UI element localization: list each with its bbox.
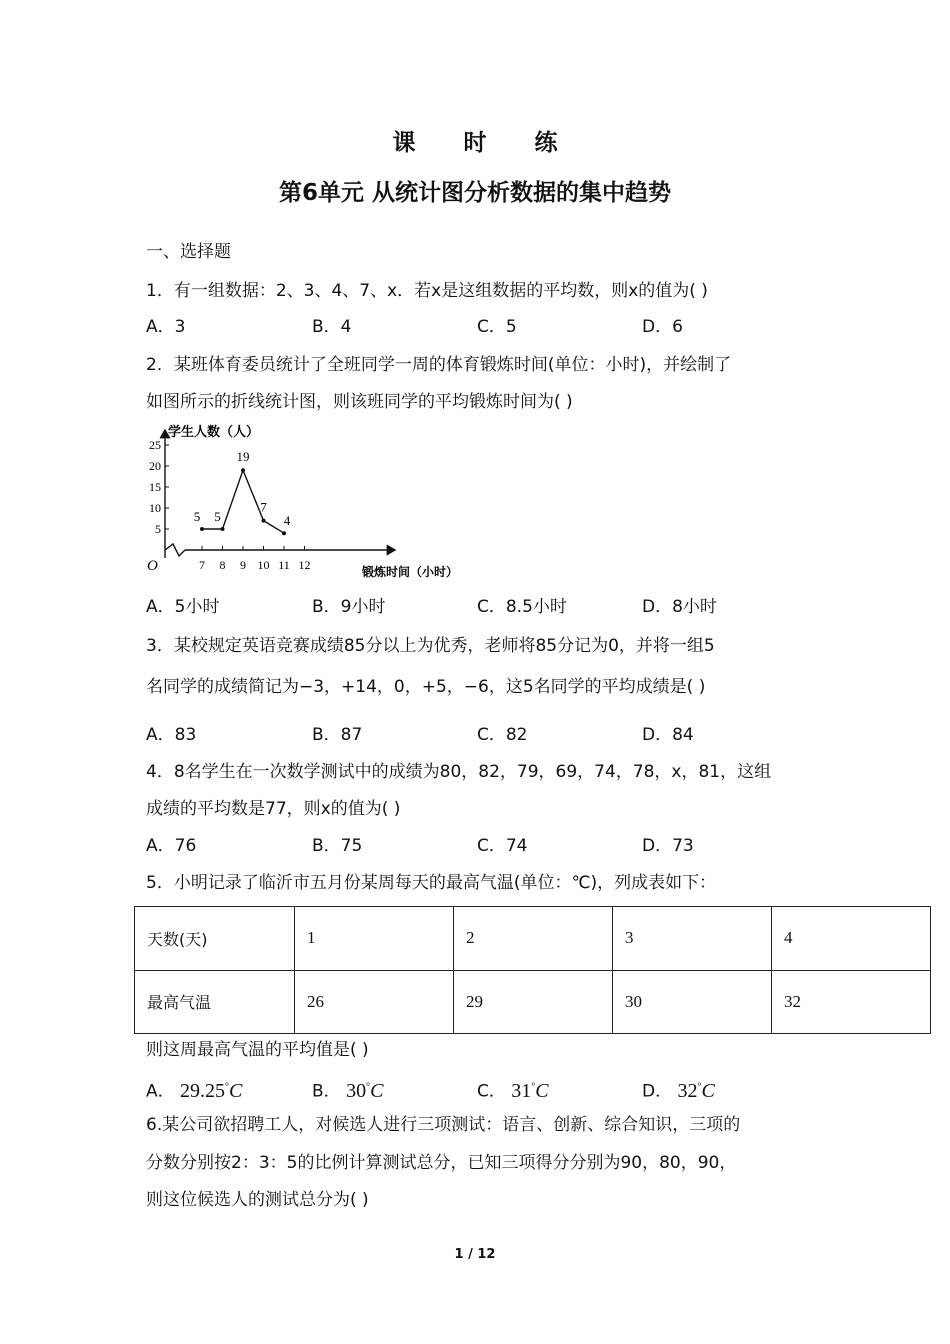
q1-option-a: A．3 [146, 317, 186, 337]
table-row [135, 907, 931, 971]
x-axis-label: 锻炼时间（小时） [362, 565, 459, 579]
table-cell: 26 [295, 970, 454, 1034]
unit-subtitle: 第6单元 从统计图分析数据的集中趋势 [278, 180, 671, 206]
table-cell: 30 [613, 970, 772, 1034]
q4-option-d: D．73 [642, 836, 694, 856]
y-axis-label: 学生人数（人） [168, 425, 260, 440]
data-point [241, 468, 245, 472]
q5-option-b: B． 30°C [312, 1079, 384, 1102]
question-2-stem-line1: 2．某班体育委员统计了全班同学一周的体育锻炼时间(单位：小时)，并绘制了 [146, 355, 732, 375]
q1-option-b: B．4 [312, 317, 352, 337]
table-cell: 32 [772, 970, 931, 1034]
data-label: 4 [283, 513, 291, 529]
question-2-stem-line2: 如图所示的折线统计图，则该班同学的平均锻炼时间为( ) [146, 392, 573, 412]
q3-option-d: D．84 [642, 725, 694, 745]
question-6-stem-line1: 6.某公司欲招聘工人，对候选人进行三项测试：语言、创新、综合知识，三项的 [146, 1115, 741, 1135]
data-label: 5 [193, 509, 201, 524]
x-tick-label: 10 [257, 558, 270, 572]
question-1-stem: 1．有一组数据：2、3、4、7、x．若x是这组数据的平均数，则x的值为( ) [146, 281, 708, 301]
question-6-stem-line3: 则这位候选人的测试总分为( ) [146, 1190, 369, 1210]
data-label: 7 [260, 499, 267, 515]
q5-option-a: A． 29.25°C [146, 1079, 243, 1102]
q3-option-b: B．87 [312, 725, 363, 745]
data-label: 19 [236, 449, 250, 465]
question-4-stem-line1: 4．8名学生在一次数学测试中的成绩为80，82，79，69，74，78，x，81，这组 [146, 762, 772, 782]
section-heading: 一、选择题 [146, 242, 231, 262]
table-cell: 4 [772, 907, 931, 971]
y-tick-label: 10 [149, 501, 161, 515]
x-tick-label: 7 [199, 558, 205, 572]
q1-option-c: C．5 [477, 317, 517, 337]
question-6-stem-line2: 分数分别按2：3：5的比例计算测试总分，已知三项得分分别为90，80，90， [146, 1153, 737, 1173]
y-tick-label: 15 [149, 480, 161, 494]
table-cell: 3 [613, 907, 772, 971]
x-tick-label: 11 [278, 558, 290, 572]
y-tick-label: 20 [149, 459, 161, 473]
x-tick-label: 8 [219, 558, 226, 572]
line-chart [140, 420, 480, 585]
q5-option-d: D． 32°C [642, 1079, 715, 1102]
question-3-stem-line2: 名同学的成绩简记为−3，+14，0，+5，−6，这5名同学的平均成绩是( ) [146, 677, 706, 697]
data-point [200, 527, 204, 531]
origin-label: O [147, 558, 158, 574]
axis-break [165, 544, 185, 556]
y-tick-label: 25 [149, 438, 161, 452]
data-label: 5 [214, 509, 221, 524]
data-point [221, 527, 225, 531]
data-point [282, 531, 286, 535]
q3-option-a: A．83 [146, 725, 197, 745]
q5-option-c: C． 31°C [477, 1079, 549, 1102]
q2-option-a: A．5小时 [146, 597, 220, 617]
question-5-stem: 5．小明记录了临沂市五月份某周每天的最高气温(单位：℃)，列成表如下： [146, 873, 717, 893]
x-tick-label: 12 [298, 558, 311, 572]
page-title: 课 时 练 [392, 130, 578, 156]
table-cell: 最高气温 [135, 970, 295, 1034]
question-5-followup: 则这周最高气温的平均值是( ) [146, 1040, 369, 1060]
x-tick-label: 9 [240, 558, 246, 572]
q4-option-a: A．76 [146, 836, 197, 856]
y-tick-label: 5 [155, 522, 161, 536]
table-row [135, 970, 931, 1034]
q3-option-c: C．82 [477, 725, 528, 745]
q4-option-b: B．75 [312, 836, 363, 856]
q1-option-d: D．6 [642, 317, 683, 337]
question-3-stem-line1: 3．某校规定英语竞赛成绩85分以上为优秀，老师将85分记为0，并将一组5 [146, 636, 715, 656]
table-cell: 2 [454, 907, 613, 971]
page-number: 1 / 12 [454, 1247, 496, 1262]
table-cell: 1 [295, 907, 454, 971]
q2-option-d: D．8小时 [642, 597, 717, 617]
data-point [262, 519, 266, 523]
q2-option-b: B．9小时 [312, 597, 386, 617]
table-cell: 29 [454, 970, 613, 1034]
q4-option-c: C．74 [477, 836, 528, 856]
temperature-table [134, 906, 931, 1034]
q2-option-c: C．8.5小时 [477, 597, 567, 617]
table-cell: 天数(天) [135, 907, 295, 971]
question-4-stem-line2: 成绩的平均数是77，则x的值为( ) [146, 799, 401, 819]
